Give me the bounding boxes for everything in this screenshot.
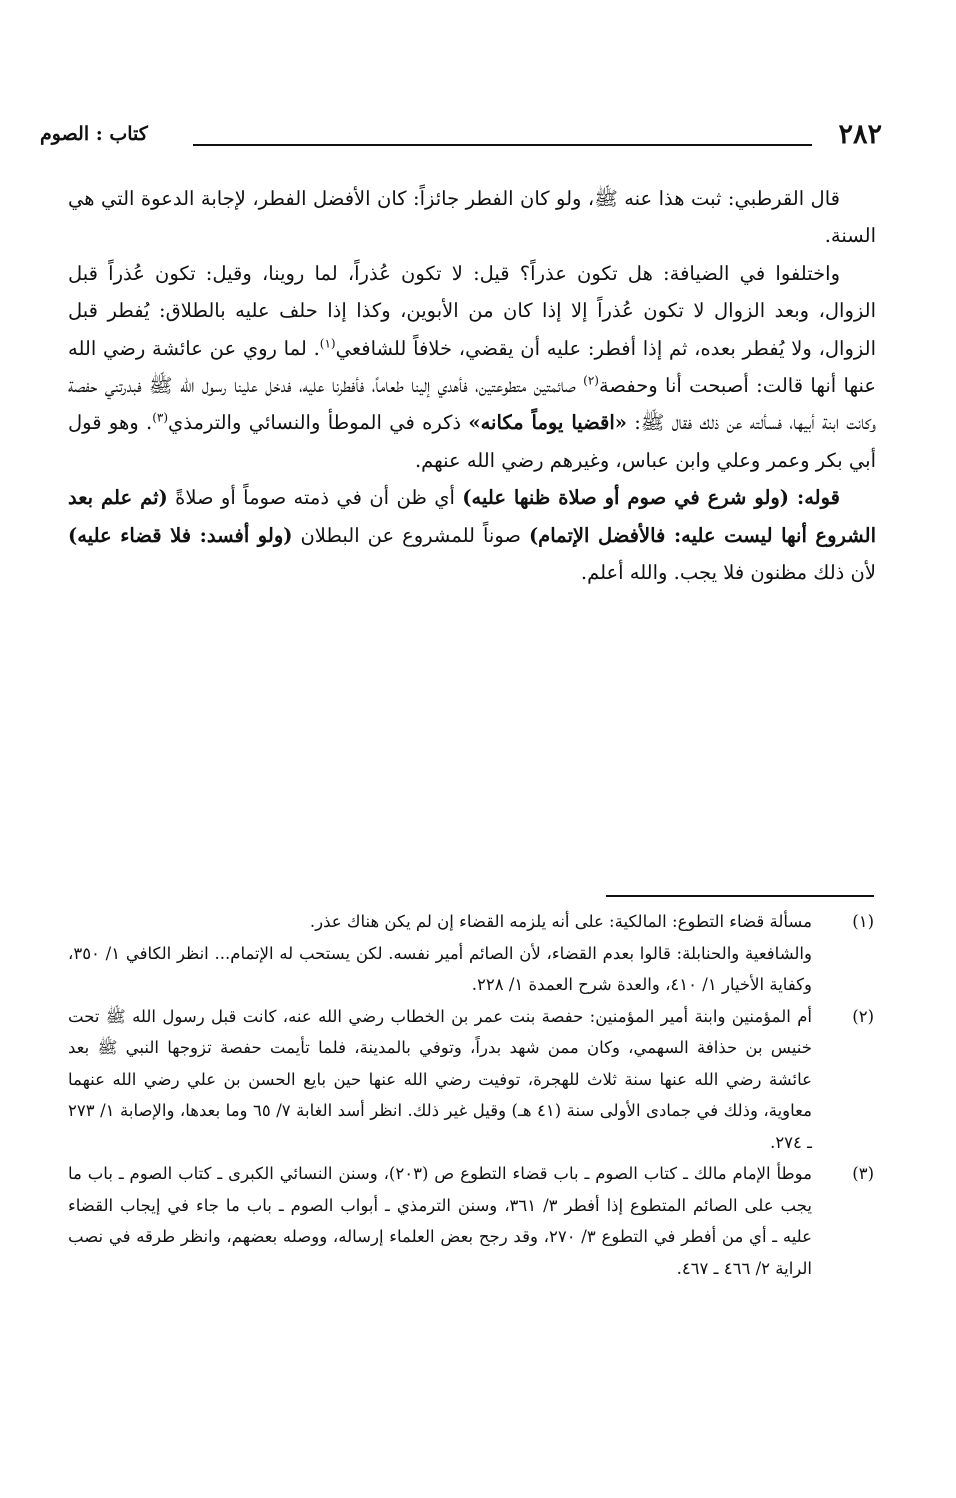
footnote-separator [606, 895, 874, 897]
matn-quote-3: (ولو أفسد: فلا قضاء عليه) [68, 523, 293, 547]
footnote-3 [68, 1158, 878, 1284]
paragraph-commentary [68, 479, 876, 591]
footnote-2 [68, 1001, 878, 1159]
text-segment: صائمتين متطوعتين، فأهدي إلينا طعاماً، فأفطرنا عليه، فدخل علينا رسول الله ﷺ فبدرتني حفصة وكانت ابنة أبيها، فسألته عن ذلك فقال ﷺ: [68, 374, 876, 435]
page-number: ٢٨٢ [838, 119, 882, 150]
footnote-line: أم المؤمنين وابنة أمير المؤمنين: حفصة بنت عمر بن الخطاب رضي الله عنه، كانت قبل رسول الله ﷺ تحت خنيس بن حذافة السهمي، وكان ممن شهد بدراً، وتوفي بالمدينة، فلما تأيمت حفصة تزوجها النبي ﷺ بعد عائشة رضي الله عنها سنة ثلاث للهجرة، توفيت رضي الله عنها حين بايع الحسن بن علي رضي الله عنهما معاوية، وذلك في جمادى الأولى سنة (٤١ هـ) وقيل غير ذلك. انظر أسد الغابة ٧/ ٦٥ وما بعدها، والإصابة ١/ ٢٧٣ ـ ٢٧٤. [68, 1006, 812, 1152]
running-title: كتاب : الصوم [40, 123, 148, 145]
matn-quote-1: (ولو شرع في صوم أو صلاة ظنها عليه) [462, 486, 798, 510]
footnote-ref-3[interactable]: (٣) [152, 410, 169, 425]
paragraph-qurtubi-text: قال القرطبي: ثبت هذا عنه ﷺ، ولو كان الفطر جائزاً: كان الأفضل الفطر، لإجابة الدعوة التي هي السنة. [68, 187, 876, 248]
commentary-label: قوله: [797, 486, 841, 510]
main-text [68, 180, 876, 591]
paragraph-qurtubi [68, 180, 876, 255]
running-header [40, 118, 882, 152]
footnote-line: موطأ الإمام مالك ـ كتاب الصوم ـ باب قضاء التطوع ص (٢٠٣)، وسنن النسائي الكبرى ـ كتاب الصوم ـ باب ما يجب على الصائم المتطوع إذا أفطر ٣/ ٣٦١، وسنن الترمذي ـ أبواب الصوم ـ باب ما جاء في إيجاب القضاء عليه ـ أي من أفطر في التطوع ٣/ ٢٧٠، وقد رجح بعض العلماء إرساله، ووصله بعضهم، وانظر طرقه في نصب الراية ٢/ ٤٦٦ ـ ٤٦٧. [68, 1164, 812, 1278]
text-segment: واختلفوا في الضيافة: هل تكون عذراً؟ قيل: لا تكون عُذراً، لما روينا، وقيل: تكون عُذراً قبل الزوال، وبعد الزوال لا تكون عُذراً إلا إذا كان من الأبوين، وكذا إذا حلف عليه بالطلاق: يُفطر قبل الزوال، ولا يُفطر بعده، ثم إذا أفطر: عليه أن يقضي، خلافاً للشافعي [68, 261, 877, 360]
footnotes [68, 906, 878, 1284]
text-segment: صوناً للمشروع عن البطلان [292, 523, 529, 547]
text-segment: أي ظن أن في ذمته صوماً أو صلاةً [167, 486, 463, 510]
footnote-ref-1[interactable]: (١) [319, 336, 336, 351]
text-segment: . وهو قول أبي بكر وعمر وعلي وابن عباس، وغيرهم رضي الله عنهم. [68, 411, 876, 472]
text-segment: . لما روي عن عائشة رضي الله عنها أنها قالت: أصبحت أنا وحفصة [68, 336, 876, 398]
text-segment: ذكره في الموطأ والنسائي والترمذي [168, 411, 469, 435]
footnote-ref-2[interactable]: (٢) [583, 373, 599, 388]
footnote-marker: (١) [852, 912, 874, 931]
footnote-marker: (٣) [852, 1164, 874, 1183]
footnote-marker: (٢) [852, 1006, 874, 1026]
footnote-line: مسألة قضاء التطوع: المالكية: على أنه يلزمه القضاء إن لم يكن هناك عذر. [309, 912, 812, 931]
header-rule [193, 144, 812, 146]
footnote-1 [68, 906, 878, 1001]
footnote-line: والشافعية والحنابلة: قالوا بعدم القضاء، لأن الصائم أمير نفسه. لكن يستحب له الإتمام... انظر الكافي ١/ ٣٥٠، وكفاية الأخيار ١/ ٤١٠، والعدة شرح العمدة ١/ ٢٢٨. [68, 943, 812, 994]
paragraph-hospitality [68, 255, 876, 479]
matn-quote-2: (ثم علم بعد الشروع أنها ليست عليه: فالأفضل الإتمام) [68, 486, 876, 547]
hadith-quote: «اقضيا يوماً مكانه» [468, 411, 627, 435]
text-segment: لأن ذلك مظنون فلا يجب. والله أعلم. [580, 561, 876, 585]
